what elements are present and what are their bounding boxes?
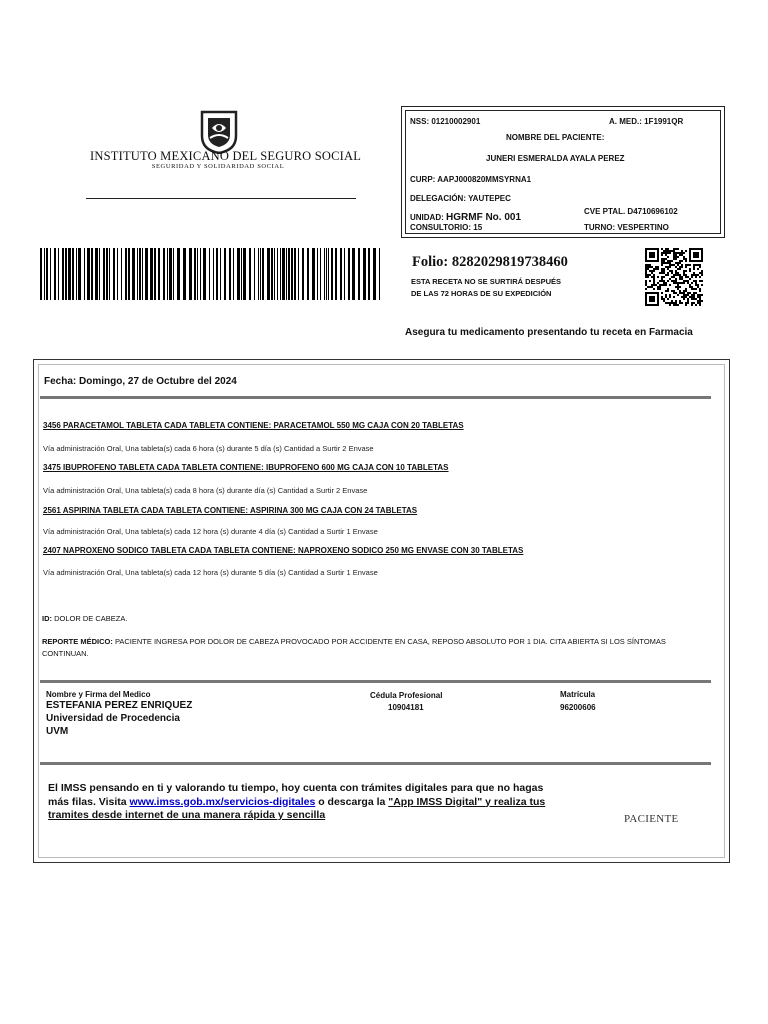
folio-number: Folio: 8282029819738460	[412, 254, 568, 270]
diagnosis-value: DOLOR DE CABEZA.	[54, 614, 128, 623]
digital-services-notice	[48, 782, 568, 823]
institution-subtitle: SEGURIDAD Y SOLIDARIDAD SOCIAL	[151, 163, 285, 170]
prescription-date: Fecha: Domingo, 27 de Octubre del 2024	[44, 376, 237, 387]
imss-services-link[interactable]: www.imss.gob.mx/servicios-digitales	[129, 795, 316, 808]
digital-line2	[48, 796, 568, 810]
medication-instructions: Vía administración Oral, Una tableta(s) cada 12 hora (s) durante 4 día (s) Cantidad a Surtir 1 Envase	[43, 527, 378, 536]
divider	[40, 396, 711, 399]
folio-note-line2: DE LAS 72 HORAS DE SU EXPEDICIÓN	[411, 289, 552, 298]
app-imss-digital: "App IMSS Digital" y realiza tus	[388, 795, 546, 808]
nss: NSS: 01210002901	[410, 117, 481, 126]
digital-line2-start: más filas. Visita	[48, 795, 130, 808]
folio-note-line1: ESTA RECETA NO SE SURTIRÁ DESPUÉS	[411, 277, 562, 286]
turno: TURNO: VESPERTINO	[584, 223, 669, 232]
medical-report-label: REPORTE MÉDICO:	[42, 637, 113, 646]
signature-line	[86, 198, 356, 199]
doctor-name: ESTEFANIA PEREZ ENRIQUEZ	[46, 700, 193, 711]
cedula-value: 10904181	[388, 703, 424, 712]
medication-title: 3475 IBUPROFENO TABLETA CADA TABLETA CONTIENE: IBUPROFENO 600 MG CAJA CON 10 TABLETAS	[43, 463, 449, 472]
digital-line3: tramites desde internet de una manera rápida y sencilla	[48, 809, 326, 821]
divider	[40, 762, 711, 765]
medication-instructions: Vía administración Oral, Una tableta(s) cada 12 hora (s) durante 5 día (s) Cantidad a Surtir 1 Envase	[43, 568, 378, 577]
pharmacy-notice: Asegura tu medicamento presentando tu receta en Farmacia	[405, 327, 693, 338]
cve-ptal: CVE PTAL. D4710696102	[584, 207, 678, 216]
digital-line2-mid: o descarga la	[315, 795, 389, 808]
medical-report	[42, 636, 682, 660]
consultorio: CONSULTORIO: 15	[410, 223, 483, 232]
medication-instructions: Vía administración Oral, Una tableta(s) cada 6 hora (s) durante 5 día (s) Cantidad a Surtir 2 Envase	[43, 444, 374, 453]
delegacion: DELEGACIÓN: YAUTEPEC	[410, 194, 511, 203]
patient-name-label: NOMBRE DEL PACIENTE:	[506, 133, 605, 142]
diagnosis-label: ID:	[42, 614, 52, 623]
university-label: Universidad de Procedencia	[46, 713, 180, 724]
university-value: UVM	[46, 726, 69, 737]
patient-name: JUNERI ESMERALDA AYALA PEREZ	[486, 154, 625, 163]
doctor-name-label: Nombre y Firma del Medico	[46, 690, 151, 699]
institution-name: INSTITUTO MEXICANO DEL SEGURO SOCIAL	[90, 149, 362, 163]
digital-line1: El IMSS pensando en ti y valorando tu tiempo, hoy cuenta con trámites digitales para que no hagas	[48, 782, 544, 794]
unidad-label: UNIDAD:	[410, 213, 444, 222]
cedula-label: Cédula Profesional	[370, 691, 443, 700]
copy-label: PACIENTE	[624, 813, 679, 825]
unidad	[410, 212, 521, 223]
medication-title: 2407 NAPROXENO SODICO TABLETA CADA TABLETA CONTIENE: NAPROXENO SODICO 250 MG ENVASE CON 30 TABLETAS	[43, 546, 524, 555]
folio-note	[411, 276, 631, 300]
barcode	[40, 248, 380, 300]
patient-info-box	[401, 106, 725, 238]
matricula-value: 96200606	[560, 703, 596, 712]
medication-title: 2561 ASPIRINA TABLETA CADA TABLETA CONTIENE: ASPIRINA 300 MG CAJA CON 24 TABLETAS	[43, 506, 418, 515]
medication-title: 3456 PARACETAMOL TABLETA CADA TABLETA CONTIENE: PARACETAMOL 550 MG CAJA CON 20 TABLETAS	[43, 421, 464, 430]
divider	[40, 680, 711, 683]
patient-info-inner	[405, 110, 721, 234]
imss-logo-icon	[196, 108, 242, 154]
diagnosis	[42, 614, 127, 623]
curp: CURP: AAPJ000820MMSYRNA1	[410, 175, 532, 184]
medication-instructions: Vía administración Oral, Una tableta(s) cada 8 hora (s) durante día (s) Cantidad a Surtir 2 Envase	[43, 486, 368, 495]
medical-report-value: PACIENTE INGRESA POR DOLOR DE CABEZA PROVOCADO POR ACCIDENTE EN CASA, REPOSO ABSOLUTO POR 1 DIA. CITA ABIERTA SI LOS SÍNTOMAS CONTINUAN.	[42, 637, 666, 658]
qr-code	[645, 248, 703, 306]
unidad-value: HGRMF No. 001	[446, 212, 522, 223]
a-med: A. MED.: 1F1991QR	[609, 117, 684, 126]
matricula-label: Matrícula	[560, 690, 596, 699]
